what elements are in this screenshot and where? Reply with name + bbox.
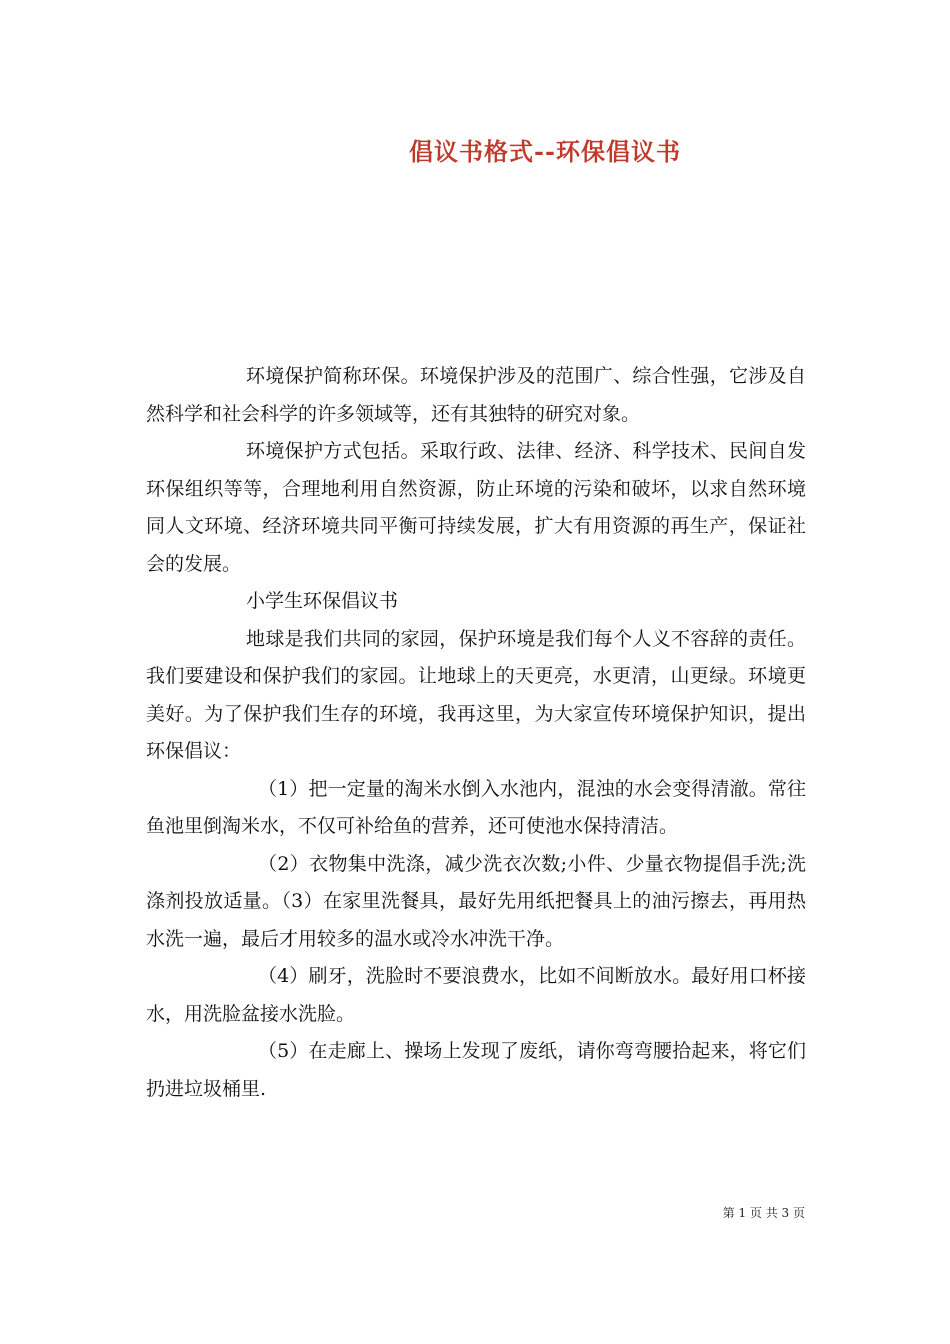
proposal-item-2-3: （2）衣物集中洗涤，减少洗衣次数;小件、少量衣物提倡手洗;洗涤剂投放适量。（3）在家里洗餐具，最好先用纸把餐具上的油污擦去，再用热水洗一遍，最后才用较多的温水或冷水冲洗干净。 — [146, 852, 806, 950]
page-number: 第 1 页 共 3 页 — [722, 1206, 805, 1220]
document-body — [146, 358, 806, 1108]
paragraph-proposal: 地球是我们共同的家园，保护环境是我们每个人义不容辞的责任。我们要建设和保护我们的家园。让地球上的天更亮，水更清，山更绿。环境更美好。为了保护我们生存的环境，我再这里，为大家宣传环境保护知识，提出环保倡议： — [146, 627, 806, 762]
proposal-item-4: （4）刷牙，洗脸时不要浪费水，比如不间断放水。最好用口杯接水，用洗脸盆接水洗脸。 — [146, 965, 806, 1025]
paragraph-intro: 环境保护简称环保。环境保护涉及的范围广、综合性强，它涉及自然科学和社会科学的许多领域等，还有其独特的研究对象。 — [146, 365, 806, 425]
document-title: 倡议书格式--环保倡议书 — [409, 137, 681, 166]
section-heading: 小学生环保倡议书 — [246, 590, 399, 612]
paragraph-methods: 环境保护方式包括。采取行政、法律、经济、科学技术、民间自发环保组织等等，合理地利用自然资源，防止环境的污染和破坏，以求自然环境同人文环境、经济环境共同平衡可持续发展，扩大有用资源的再生产，保证社会的发展。 — [146, 440, 806, 575]
proposal-item-1: （1）把一定量的淘米水倒入水池内，混浊的水会变得清澈。常往鱼池里倒淘米水，不仅可补给鱼的营养，还可使池水保持清洁。 — [146, 777, 806, 837]
proposal-item-5: （5）在走廊上、操场上发现了废纸，请你弯弯腰拾起来，将它们扔进垃圾桶里. — [146, 1040, 806, 1100]
